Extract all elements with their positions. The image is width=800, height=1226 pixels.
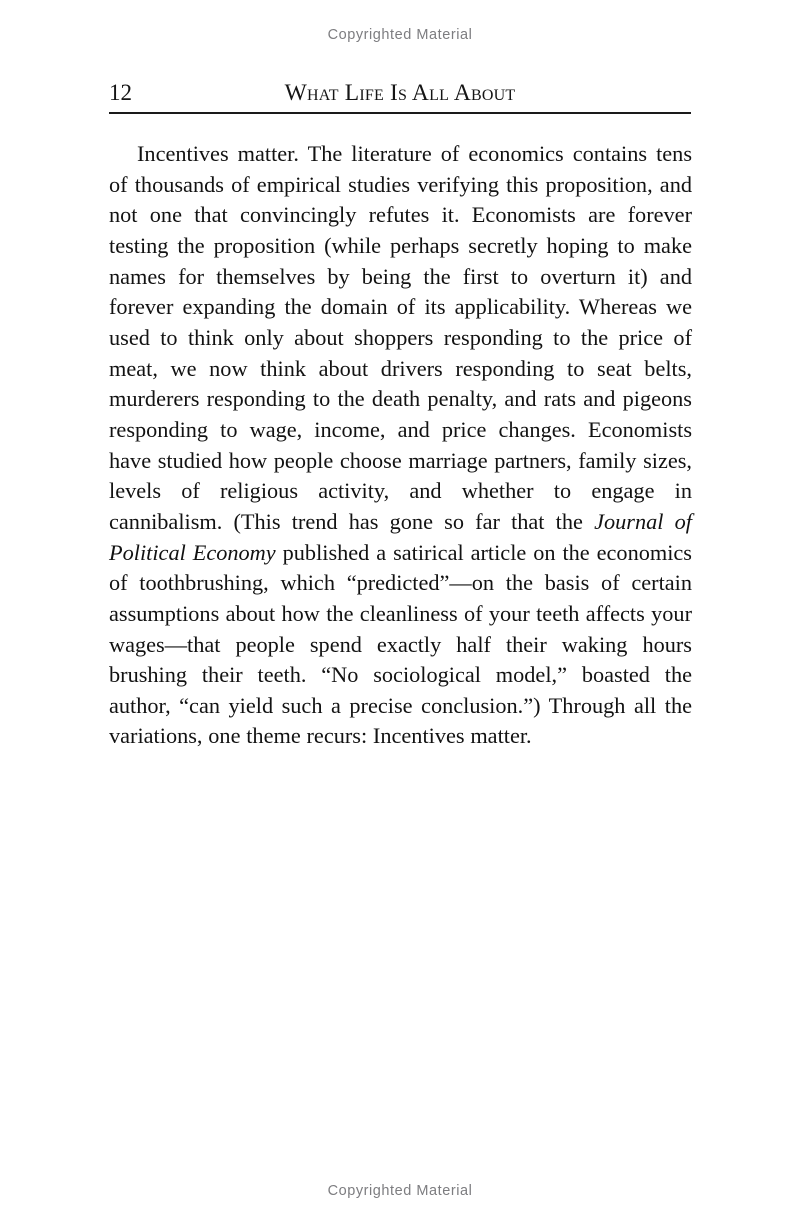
running-head	[109, 79, 691, 107]
header-rule	[109, 112, 691, 114]
page-number: 12	[109, 80, 132, 105]
body-text-block	[109, 139, 692, 752]
running-title: What Life Is All About	[284, 80, 516, 106]
paragraph-incentives-matter	[109, 139, 692, 752]
copyright-watermark-top: Copyrighted Material	[327, 27, 473, 43]
paragraph-text-before-journal: Incentives matter. The literature of economics contains tens of thousands of empirical studies verifying this proposition, and not one that convincingly refutes it. Economists are forever testing the proposition (while perhaps secretly hoping to make names for themselves by being the first to overturn it) and forever expanding the domain of its applicability. Whereas we used to think only about shoppers responding to the price of meat, we now think about drivers responding to seat belts, murderers responding to the death penalty, and rats and pigeons responding to wage, income, and price changes. Economists have studied how people choose marriage partners, family sizes, levels of religious activity, and whether to engage in cannibalism. (This trend has gone so far that the	[109, 141, 692, 534]
journal-title: Journal of Political Economy	[109, 508, 692, 565]
copyright-watermark-bottom: Copyrighted Material	[327, 1183, 473, 1199]
paragraph-text-after-journal: published a satirical article on the economics of toothbrushing, which “predicted”—on the basis of certain assumptions about how the cleanliness of your teeth affects your wages—that people spend exactly half their waking hours brushing their teeth. “No sociological model,” boasted the author, “can yield such a precise conclusion.”) Through all the variations, one theme recurs: Incentives matter.	[109, 539, 692, 749]
